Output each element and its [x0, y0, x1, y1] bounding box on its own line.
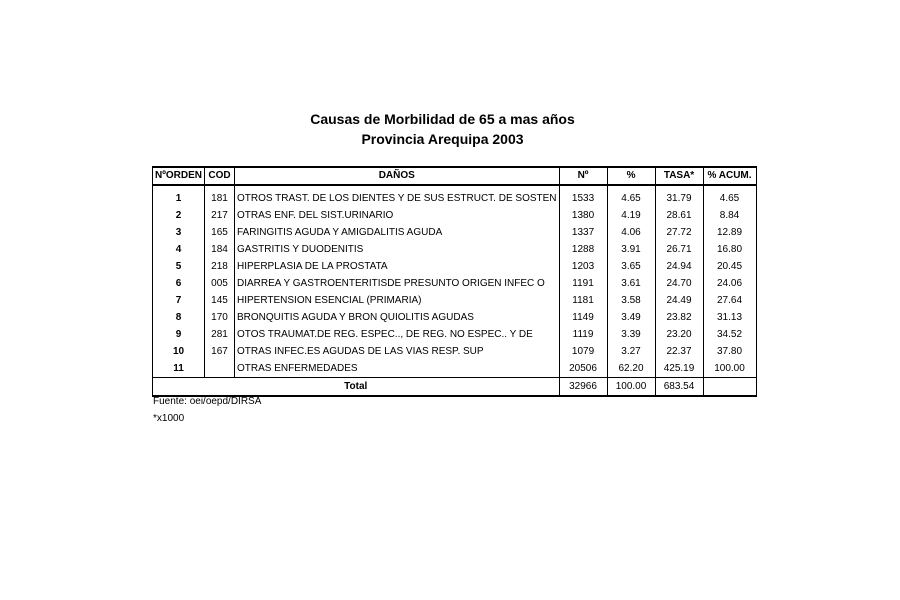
header-cod: COD [205, 167, 235, 185]
cell-danos: HIPERTENSION ESENCIAL (PRIMARIA) [235, 292, 560, 309]
table-header-row [153, 167, 757, 185]
header-danos: DAÑOS [235, 167, 560, 185]
table-row [153, 185, 757, 207]
cell-acum: 37.80 [703, 343, 756, 360]
total-label: Total [153, 378, 560, 397]
cell-danos: FARINGITIS AGUDA Y AMIGDALITIS AGUDA [235, 224, 560, 241]
cell-acum: 4.65 [703, 185, 756, 207]
cell-n: 1079 [559, 343, 607, 360]
cell-orden: 4 [153, 241, 205, 258]
cell-acum: 31.13 [703, 309, 756, 326]
cell-cod: 165 [205, 224, 235, 241]
total-tasa: 683.54 [655, 378, 703, 397]
cell-cod: 217 [205, 207, 235, 224]
table-row [153, 241, 757, 258]
header-tasa: TASA* [655, 167, 703, 185]
total-pct: 100.00 [607, 378, 655, 397]
cell-tasa: 24.70 [655, 275, 703, 292]
cell-orden: 5 [153, 258, 205, 275]
cell-tasa: 27.72 [655, 224, 703, 241]
cell-n: 1288 [559, 241, 607, 258]
cell-n: 20506 [559, 360, 607, 378]
cell-pct: 3.61 [607, 275, 655, 292]
cell-acum: 34.52 [703, 326, 756, 343]
cell-n: 1380 [559, 207, 607, 224]
cell-pct: 3.49 [607, 309, 655, 326]
table-row [153, 309, 757, 326]
cell-n: 1533 [559, 185, 607, 207]
header-pct: % [607, 167, 655, 185]
cell-tasa: 24.94 [655, 258, 703, 275]
cell-cod: 170 [205, 309, 235, 326]
cell-tasa: 26.71 [655, 241, 703, 258]
cell-danos: DIARREA Y GASTROENTERITISDE PRESUNTO ORIGEN INFEC O [235, 275, 560, 292]
cell-cod: 181 [205, 185, 235, 207]
cell-orden: 1 [153, 185, 205, 207]
cell-danos: OTRAS ENF. DEL SIST.URINARIO [235, 207, 560, 224]
footnote: *x1000 [153, 413, 185, 424]
header-n: Nº [559, 167, 607, 185]
cell-tasa: 23.20 [655, 326, 703, 343]
table-row [153, 292, 757, 309]
cell-n: 1203 [559, 258, 607, 275]
cell-pct: 3.91 [607, 241, 655, 258]
table-row [153, 224, 757, 241]
morbidity-table [152, 166, 757, 397]
cell-danos: OTROS TRAST. DE LOS DIENTES Y DE SUS ESTRUCT. DE SOSTEN [235, 185, 560, 207]
cell-tasa: 28.61 [655, 207, 703, 224]
cell-danos: GASTRITIS Y DUODENITIS [235, 241, 560, 258]
cell-orden: 7 [153, 292, 205, 309]
cell-orden: 8 [153, 309, 205, 326]
cell-danos: OTRAS INFEC.ES AGUDAS DE LAS VIAS RESP. SUP [235, 343, 560, 360]
table-notes [153, 393, 261, 427]
cell-orden: 10 [153, 343, 205, 360]
table-row [153, 326, 757, 343]
cell-tasa: 23.82 [655, 309, 703, 326]
cell-danos: OTRAS ENFERMEDADES [235, 360, 560, 378]
cell-acum: 12.89 [703, 224, 756, 241]
cell-acum: 100.00 [703, 360, 756, 378]
page-title: Causas de Morbilidad de 65 a mas años [310, 111, 575, 127]
cell-cod: 184 [205, 241, 235, 258]
table-row [153, 258, 757, 275]
table-row [153, 207, 757, 224]
cell-cod: 281 [205, 326, 235, 343]
cell-cod: 145 [205, 292, 235, 309]
table-row [153, 343, 757, 360]
cell-n: 1337 [559, 224, 607, 241]
cell-danos: BRONQUITIS AGUDA Y BRON QUIOLITIS AGUDAS [235, 309, 560, 326]
cell-pct: 4.19 [607, 207, 655, 224]
title-block [152, 109, 733, 149]
cell-cod: 167 [205, 343, 235, 360]
cell-pct: 4.06 [607, 224, 655, 241]
cell-n: 1149 [559, 309, 607, 326]
cell-tasa: 24.49 [655, 292, 703, 309]
cell-danos: OTOS TRAUMAT.DE REG. ESPEC.., DE REG. NO ESPEC.. Y DE [235, 326, 560, 343]
cell-pct: 3.65 [607, 258, 655, 275]
cell-orden: 11 [153, 360, 205, 378]
cell-acum: 24.06 [703, 275, 756, 292]
cell-tasa: 425.19 [655, 360, 703, 378]
cell-n: 1191 [559, 275, 607, 292]
cell-n: 1119 [559, 326, 607, 343]
cell-pct: 3.27 [607, 343, 655, 360]
cell-pct: 62.20 [607, 360, 655, 378]
cell-tasa: 31.79 [655, 185, 703, 207]
source-note: Fuente: oei/oepd/DIRSA [153, 396, 262, 407]
total-n: 32966 [559, 378, 607, 397]
cell-orden: 2 [153, 207, 205, 224]
cell-pct: 3.58 [607, 292, 655, 309]
header-orden: NºORDEN [153, 167, 205, 185]
cell-danos: HIPERPLASIA DE LA PROSTATA [235, 258, 560, 275]
cell-acum: 8.84 [703, 207, 756, 224]
total-acum [703, 378, 756, 397]
page-subtitle: Provincia Arequipa 2003 [361, 131, 524, 147]
cell-acum: 20.45 [703, 258, 756, 275]
table-row [153, 360, 757, 378]
cell-acum: 27.64 [703, 292, 756, 309]
table-row [153, 275, 757, 292]
cell-acum: 16.80 [703, 241, 756, 258]
cell-pct: 3.39 [607, 326, 655, 343]
cell-cod [205, 360, 235, 378]
cell-cod: 005 [205, 275, 235, 292]
header-acum: % ACUM. [703, 167, 756, 185]
cell-pct: 4.65 [607, 185, 655, 207]
cell-orden: 9 [153, 326, 205, 343]
cell-n: 1181 [559, 292, 607, 309]
cell-orden: 6 [153, 275, 205, 292]
cell-orden: 3 [153, 224, 205, 241]
cell-tasa: 22.37 [655, 343, 703, 360]
cell-cod: 218 [205, 258, 235, 275]
